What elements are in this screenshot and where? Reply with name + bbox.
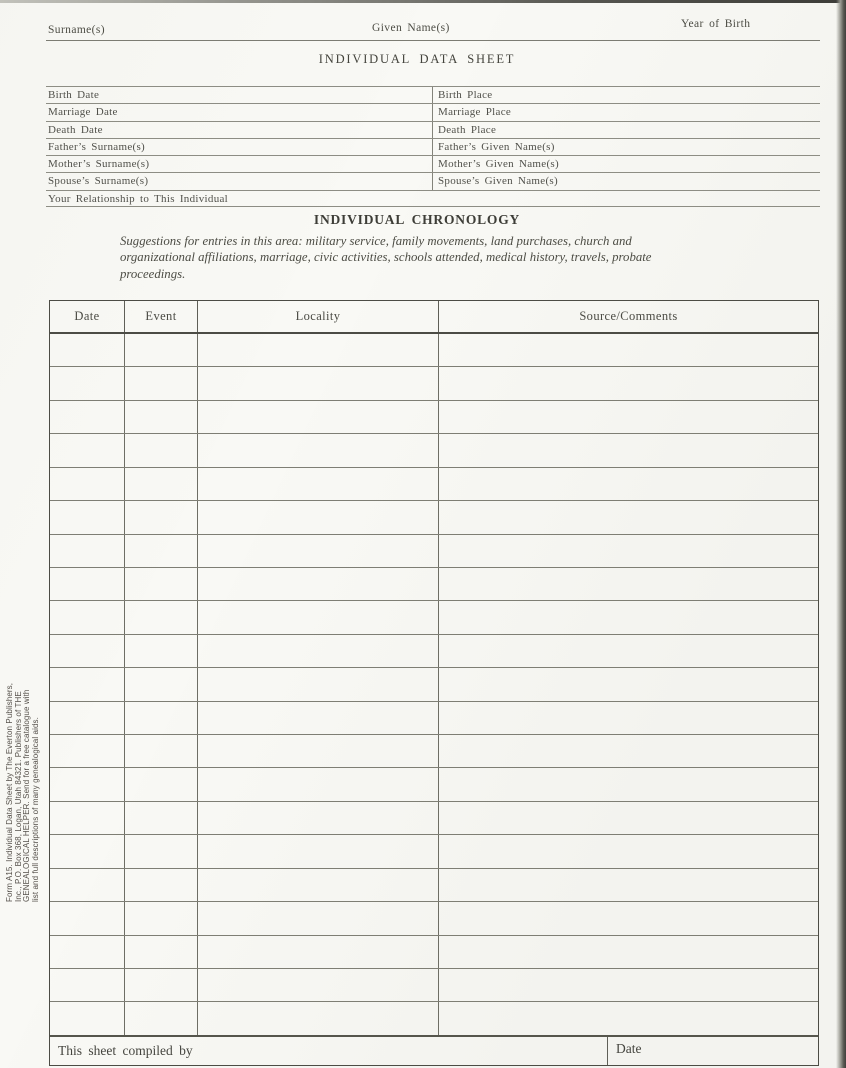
marriage-place-field <box>433 104 820 120</box>
chrono-cell-locality <box>198 735 439 767</box>
chrono-cell-source <box>439 735 818 767</box>
publisher-credit-line: Form A15. Individual Data Sheet by The Everton Publishers, <box>4 682 14 902</box>
chrono-cell-date <box>50 367 125 399</box>
chronology-empty-row <box>50 902 818 935</box>
chrono-cell-source <box>439 601 818 633</box>
mother-surname-field <box>46 156 433 172</box>
chrono-cell-event <box>125 969 198 1001</box>
chrono-cell-source <box>439 468 818 500</box>
chrono-cell-source <box>439 367 818 399</box>
father-surname-label: Father’s Surname(s) <box>48 140 146 153</box>
footer-date-label: Date <box>616 1041 642 1056</box>
scan-right-edge-artifact <box>836 0 846 1068</box>
given-name-label: Given Name(s) <box>372 22 450 34</box>
vital-fields-table <box>46 86 820 207</box>
header-rule <box>46 40 820 41</box>
chrono-cell-locality <box>198 635 439 667</box>
publisher-credit-line: GENEALOGICAL HELPER. Send for a free catalogue with <box>22 689 31 902</box>
chronology-empty-row <box>50 401 818 434</box>
chrono-cell-source <box>439 401 818 433</box>
father-given-label: Father’s Given Name(s) <box>438 140 555 153</box>
chronology-empty-row <box>50 835 818 868</box>
death-date-field <box>46 122 433 138</box>
chrono-cell-date <box>50 668 125 700</box>
chrono-cell-date <box>50 334 125 366</box>
mother-given-label: Mother’s Given Name(s) <box>438 158 559 171</box>
chrono-cell-event <box>125 635 198 667</box>
chronology-empty-row <box>50 468 818 501</box>
chrono-cell-locality <box>198 468 439 500</box>
chrono-cell-locality <box>198 668 439 700</box>
chrono-cell-event <box>125 367 198 399</box>
marriage-place-label: Marriage Place <box>438 106 512 119</box>
marriage-date-field <box>46 104 433 120</box>
chrono-cell-event <box>125 735 198 767</box>
birth-date-field <box>46 87 433 103</box>
chrono-cell-locality <box>198 869 439 901</box>
chrono-cell-event <box>125 936 198 968</box>
suggestion-line: Suggestions for entries in this area: military service, family movements, land purchases, church and <box>120 234 632 248</box>
chrono-cell-locality <box>198 936 439 968</box>
scan-top-edge-artifact <box>0 0 846 3</box>
chronology-header-row <box>50 301 818 334</box>
chrono-cell-source <box>439 535 818 567</box>
suggestion-line: organizational affiliations, marriage, civic activities, schools attended, medical history, travels, probate <box>120 250 652 265</box>
birth-date-label: Birth Date <box>48 89 100 101</box>
footer-row <box>50 1035 818 1065</box>
chrono-cell-locality <box>198 969 439 1001</box>
column-header-date: Date <box>50 301 125 332</box>
chronology-empty-row <box>50 334 818 367</box>
chrono-cell-source <box>439 936 818 968</box>
surname-label: Surname(s) <box>48 24 106 36</box>
chrono-cell-locality <box>198 401 439 433</box>
chrono-cell-locality <box>198 902 439 934</box>
chronology-empty-row <box>50 601 818 634</box>
chrono-cell-locality <box>198 835 439 867</box>
field-row-mother <box>46 155 820 172</box>
chrono-cell-locality <box>198 334 439 366</box>
chrono-cell-event <box>125 468 198 500</box>
chronology-empty-row <box>50 869 818 902</box>
chronology-empty-row <box>50 501 818 534</box>
chrono-cell-event <box>125 568 198 600</box>
field-row-father <box>46 138 820 155</box>
chrono-cell-source <box>439 334 818 366</box>
chrono-cell-source <box>439 702 818 734</box>
chrono-cell-date <box>50 802 125 834</box>
compiled-by-label: This sheet compiled by <box>58 1043 193 1058</box>
footer-date-cell <box>608 1037 818 1065</box>
chrono-cell-event <box>125 1002 198 1034</box>
field-row-relationship <box>46 190 820 207</box>
chrono-cell-locality <box>198 367 439 399</box>
chronology-empty-row <box>50 568 818 601</box>
birth-place-field <box>433 87 820 103</box>
chrono-cell-date <box>50 835 125 867</box>
publisher-credit-line: list and full descriptions of many genealogical aids. <box>30 717 40 902</box>
chronology-empty-row <box>50 936 818 969</box>
compiled-by-cell <box>50 1037 608 1065</box>
publisher-credit-note <box>6 640 40 902</box>
chrono-cell-date <box>50 635 125 667</box>
chrono-cell-source <box>439 969 818 1001</box>
chrono-cell-date <box>50 768 125 800</box>
relationship-label: Your Relationship to This Individual <box>48 192 229 205</box>
field-row-birth <box>46 86 820 103</box>
chrono-cell-date <box>50 1002 125 1034</box>
chrono-cell-date <box>50 468 125 500</box>
chrono-cell-locality <box>198 768 439 800</box>
chrono-cell-event <box>125 835 198 867</box>
father-given-field <box>433 139 820 155</box>
chrono-cell-event <box>125 535 198 567</box>
chrono-cell-date <box>50 969 125 1001</box>
chrono-cell-event <box>125 501 198 533</box>
chronology-empty-row <box>50 668 818 701</box>
death-place-label: Death Place <box>438 123 497 136</box>
chrono-cell-locality <box>198 434 439 466</box>
chrono-cell-locality <box>198 501 439 533</box>
chrono-cell-event <box>125 702 198 734</box>
chronology-empty-row <box>50 535 818 568</box>
chronology-empty-row <box>50 768 818 801</box>
chronology-table <box>49 300 819 1066</box>
marriage-date-label: Marriage Date <box>48 106 118 119</box>
chrono-cell-event <box>125 768 198 800</box>
chrono-cell-locality <box>198 702 439 734</box>
chrono-cell-source <box>439 768 818 800</box>
suggestion-line: proceedings. <box>120 266 186 281</box>
chrono-cell-event <box>125 668 198 700</box>
relationship-field <box>46 191 820 206</box>
chrono-cell-locality <box>198 568 439 600</box>
mother-given-field <box>433 156 820 172</box>
chrono-cell-date <box>50 735 125 767</box>
chrono-cell-date <box>50 902 125 934</box>
chrono-cell-source <box>439 1002 818 1034</box>
chrono-cell-locality <box>198 601 439 633</box>
chrono-body <box>50 334 818 1035</box>
chronology-title: INDIVIDUAL CHRONOLOGY <box>313 212 521 227</box>
field-row-death <box>46 121 820 138</box>
chrono-cell-event <box>125 401 198 433</box>
column-header-source-comments: Source/Comments <box>579 309 678 323</box>
chronology-empty-row <box>50 969 818 1002</box>
chrono-cell-source <box>439 668 818 700</box>
chrono-cell-event <box>125 869 198 901</box>
year-of-birth-label: Year of Birth <box>681 18 751 30</box>
chrono-cell-locality <box>198 1002 439 1034</box>
spouse-surname-field <box>46 173 433 189</box>
death-date-label: Death Date <box>48 123 103 136</box>
chronology-empty-row <box>50 367 818 400</box>
chrono-cell-date <box>50 702 125 734</box>
column-header-event: Event <box>125 301 198 332</box>
chrono-cell-date <box>50 401 125 433</box>
chrono-cell-event <box>125 334 198 366</box>
chrono-cell-source <box>439 869 818 901</box>
chrono-cell-date <box>50 568 125 600</box>
chrono-cell-source <box>439 635 818 667</box>
chronology-empty-row <box>50 434 818 467</box>
page-title: INDIVIDUAL DATA SHEET <box>318 52 516 66</box>
chrono-cell-source <box>439 802 818 834</box>
chronology-empty-row <box>50 635 818 668</box>
chrono-cell-date <box>50 936 125 968</box>
column-header-locality: Locality <box>198 301 439 332</box>
chrono-cell-date <box>50 501 125 533</box>
spouse-given-label: Spouse’s Given Name(s) <box>438 175 558 188</box>
chrono-cell-date <box>50 869 125 901</box>
father-surname-field <box>46 139 433 155</box>
chrono-cell-source <box>439 568 818 600</box>
field-row-spouse <box>46 172 820 189</box>
chrono-cell-event <box>125 802 198 834</box>
chronology-suggestions <box>120 233 760 282</box>
chronology-empty-row <box>50 735 818 768</box>
chrono-cell-locality <box>198 802 439 834</box>
chronology-empty-row <box>50 802 818 835</box>
chrono-cell-source <box>439 434 818 466</box>
spouse-surname-label: Spouse’s Surname(s) <box>48 175 149 188</box>
chronology-empty-row <box>50 702 818 735</box>
chrono-cell-source <box>439 902 818 934</box>
death-place-field <box>433 122 820 138</box>
chrono-cell-event <box>125 902 198 934</box>
chrono-cell-date <box>50 601 125 633</box>
publisher-credit-line: Inc., P.O. Box 368, Logan, Utah 84321. Publishers of THE <box>13 691 23 902</box>
chrono-cell-event <box>125 434 198 466</box>
chrono-cell-event <box>125 601 198 633</box>
chrono-cell-date <box>50 535 125 567</box>
chrono-cell-locality <box>198 535 439 567</box>
chrono-cell-source <box>439 501 818 533</box>
chronology-empty-row <box>50 1002 818 1034</box>
birth-place-label: Birth Place <box>438 89 493 101</box>
mother-surname-label: Mother’s Surname(s) <box>48 158 150 171</box>
field-row-marriage <box>46 103 820 120</box>
chrono-cell-source <box>439 835 818 867</box>
spouse-given-field <box>433 173 820 189</box>
chrono-cell-date <box>50 434 125 466</box>
